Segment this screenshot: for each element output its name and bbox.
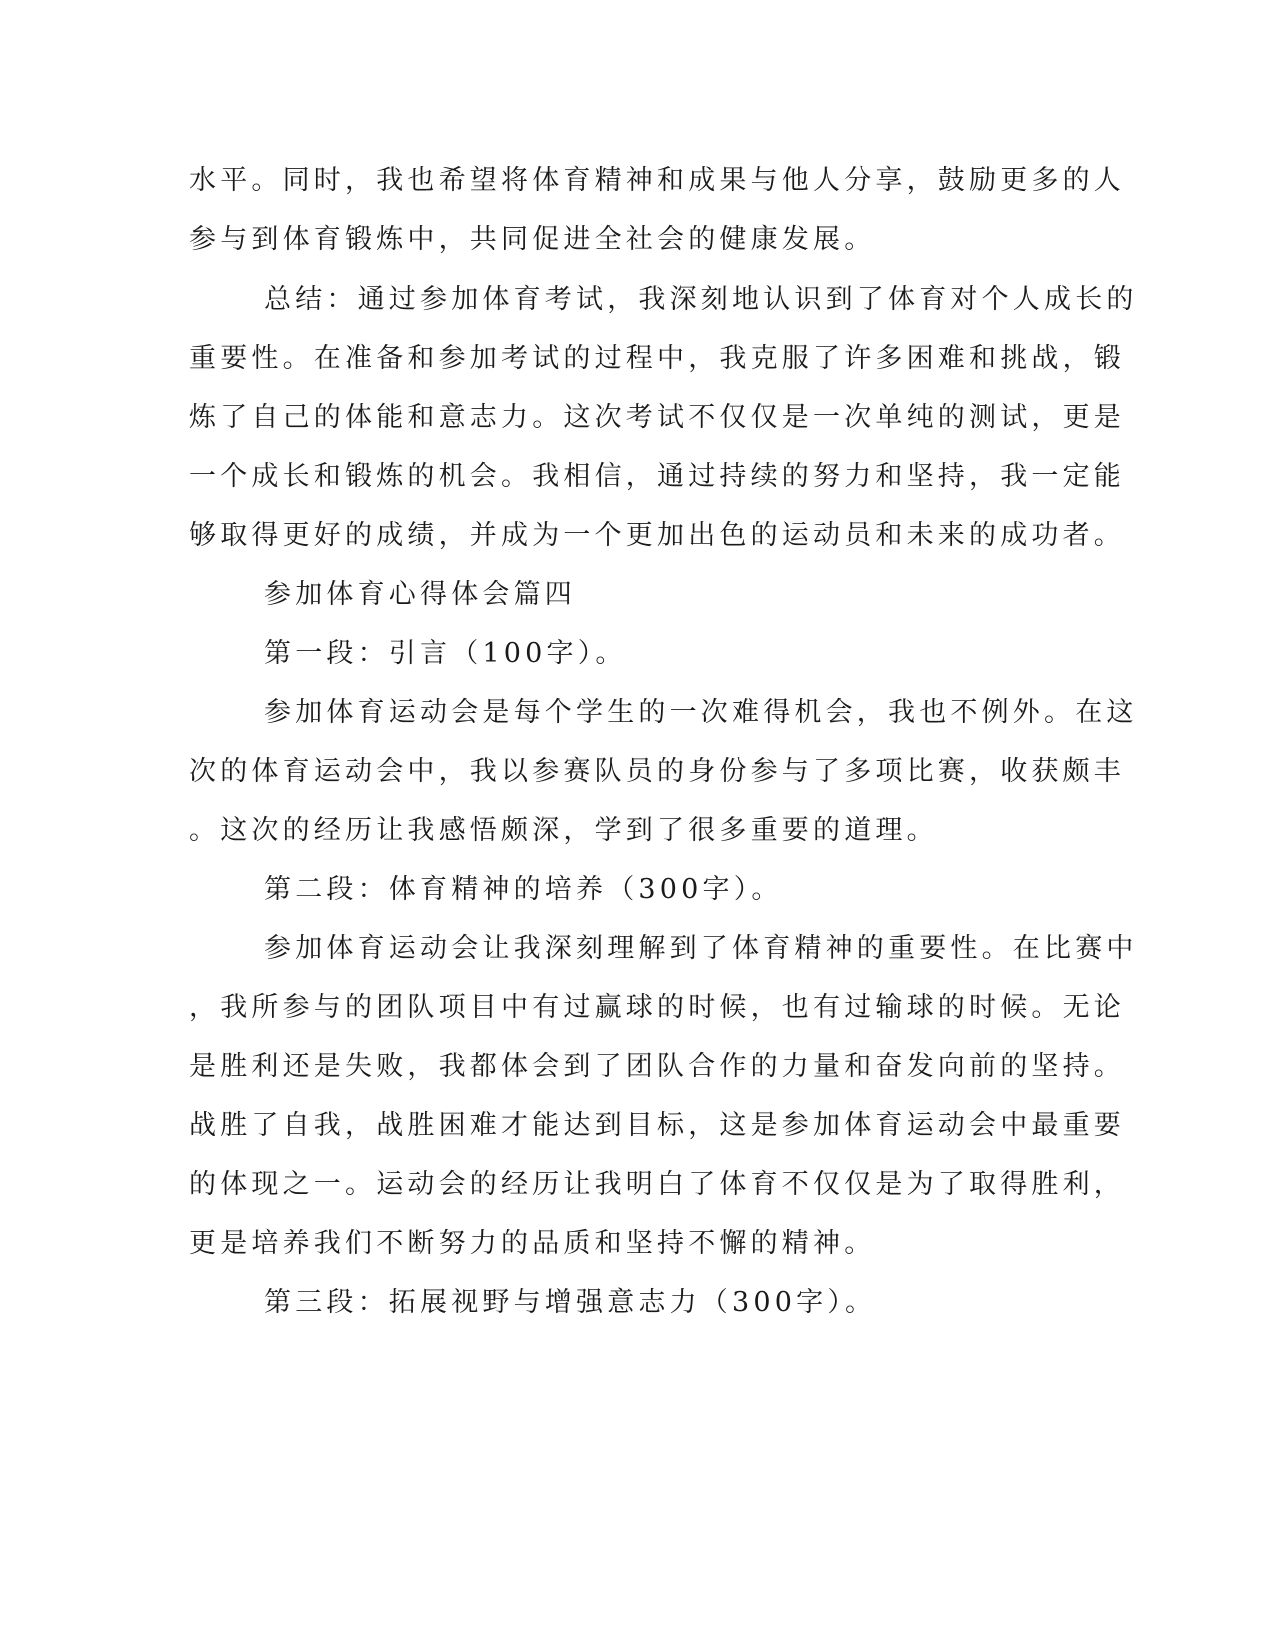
- section-heading: 第一段：引言（100字）。: [264, 638, 627, 669]
- text-line: 参加体育运动会让我深刻理解到了体育精神的重要性。在比赛中: [264, 933, 1138, 964]
- text-line: 重要性。在准备和参加考试的过程中，我克服了许多困难和挑战，锻: [189, 343, 1125, 374]
- text-line: 一个成长和锻炼的机会。我相信，通过持续的努力和坚持，我一定能: [189, 461, 1125, 492]
- section-heading: 第三段：拓展视野与增强意志力（300字）。: [264, 1287, 877, 1318]
- text-line: 战胜了自我，战胜困难才能达到目标，这是参加体育运动会中最重要: [189, 1110, 1125, 1141]
- text-line: 更是培养我们不断努力的品质和坚持不懈的精神。: [189, 1228, 876, 1259]
- text-line: 。这次的经历让我感悟颇深，学到了很多重要的道理。: [189, 815, 938, 846]
- text-line: 炼了自己的体能和意志力。这次考试不仅仅是一次单纯的测试，更是: [189, 402, 1125, 433]
- text-line: 够取得更好的成绩，并成为一个更加出色的运动员和未来的成功者。: [189, 520, 1125, 551]
- text-line: ，我所参与的团队项目中有过赢球的时候，也有过输球的时候。无论: [189, 992, 1125, 1023]
- text-line: 水平。同时，我也希望将体育精神和成果与他人分享，鼓励更多的人: [189, 165, 1125, 196]
- section-heading: 参加体育心得体会篇四: [264, 579, 576, 610]
- text-line: 参加体育运动会是每个学生的一次难得机会，我也不例外。在这: [264, 697, 1138, 728]
- text-line: 总结：通过参加体育考试，我深刻地认识到了体育对个人成长的: [264, 284, 1138, 315]
- section-heading: 第二段：体育精神的培养（300字）。: [264, 874, 783, 905]
- text-line: 次的体育运动会中，我以参赛队员的身份参与了多项比赛，收获颇丰: [189, 756, 1125, 787]
- text-line: 是胜利还是失败，我都体会到了团队合作的力量和奋发向前的坚持。: [189, 1051, 1125, 1082]
- text-line: 的体现之一。运动会的经历让我明白了体育不仅仅是为了取得胜利，: [189, 1169, 1125, 1200]
- text-line: 参与到体育锻炼中，共同促进全社会的健康发展。: [189, 224, 876, 255]
